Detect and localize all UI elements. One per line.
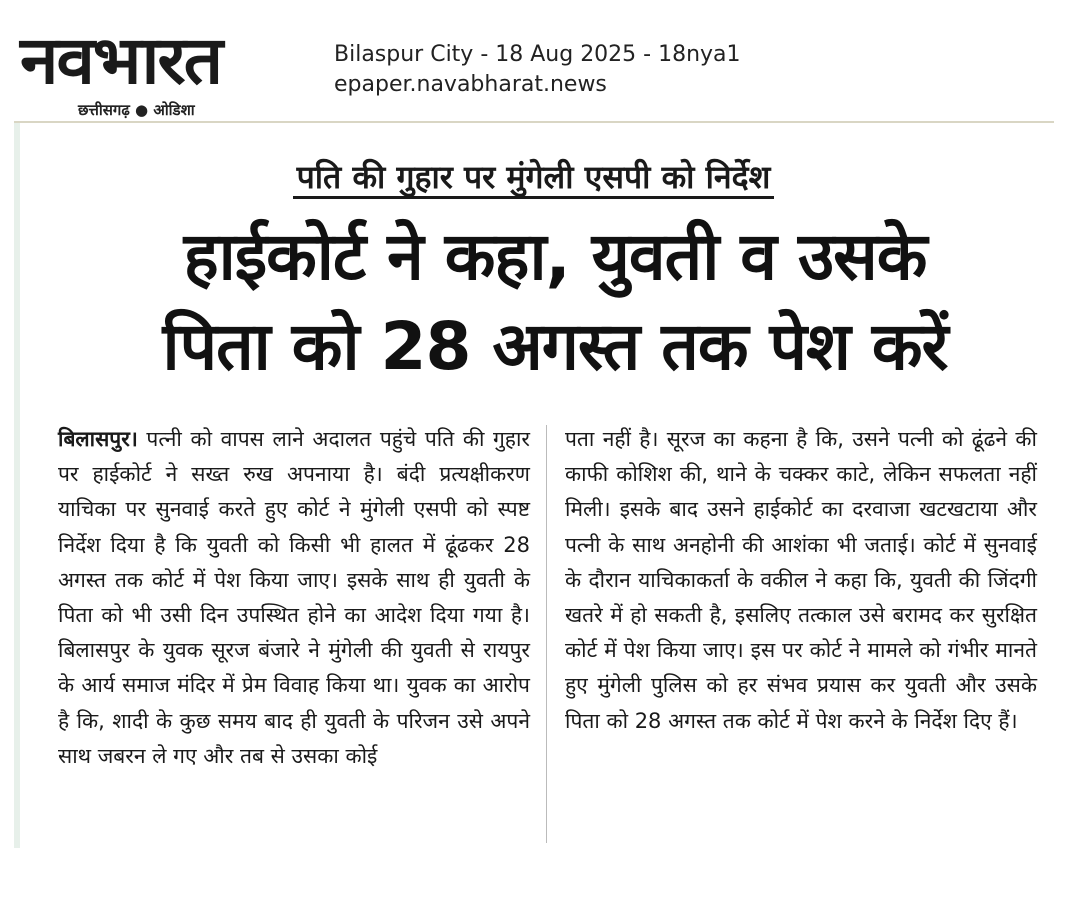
masthead — [14, 22, 314, 120]
logo-subtitle: छत्तीसगढ़ ● ओडिशा — [78, 101, 195, 119]
headline-line-1: हाईकोर्ट ने कहा, युवती व उसके — [183, 218, 927, 295]
headline-line-2: पिता को 28 अगस्त तक पेश करें — [162, 308, 948, 385]
website-link[interactable]: epaper.navabharat.news — [334, 72, 607, 97]
article-kicker — [0, 155, 1067, 198]
article-column-right — [565, 422, 1037, 739]
article-headline — [60, 212, 1050, 392]
edition-line: Bilaspur City - 18 Aug 2025 - 18nya1 — [334, 42, 741, 67]
kicker-text: पति की गुहार पर मुंगेली एसपी को निर्देश — [293, 158, 775, 199]
dateline: बिलासपुर। — [58, 427, 138, 451]
newspaper-logo: नवभारत — [20, 22, 222, 99]
column-divider — [546, 425, 547, 843]
header-divider — [14, 121, 1054, 123]
edition-info — [334, 40, 741, 100]
article-column-left — [58, 422, 530, 774]
left-margin-strip — [14, 123, 20, 848]
column-left-text: पत्नी को वापस लाने अदालत पहुंचे पति की गुहार पर हाईकोर्ट ने सख्त रुख अपनाया है। बंदी प्रत्यक्षीकरण याचिका पर सुनवाई करते हुए कोर्ट ने मुंगेली एसपी को स्पष्ट निर्देश दिया है कि युवती को किसी भी हालत में ढूंढकर 28 अगस्त तक कोर्ट में पेश किया जाए। इसके साथ ही युवती के पिता को भी उसी दिन उपस्थित होने का आदेश दिया गया है। बिलासपुर के युवक सूरज बंजारे ने मुंगेली की युवती से रायपुर के आर्य समाज मंदिर में प्रेम विवाह किया था। युवक का आरोप है कि, शादी के कुछ समय बाद ही युवती के परिजन उसे अपने साथ जबरन ले गए और तब से उसका कोई — [58, 427, 530, 768]
column-right-text: पता नहीं है। सूरज का कहना है कि, उसने पत्नी को ढूंढने की काफी कोशिश की, थाने के चक्कर काटे, लेकिन सफलता नहीं मिली। इसके बाद उसने हाईकोर्ट का दरवाजा खटखटाया और पत्नी के साथ अनहोनी की आशंका भी जताई। कोर्ट में सुनवाई के दौरान याचिकाकर्ता के वकील ने कहा कि, युवती की जिंदगी खतरे में हो सकती है, इसलिए तत्काल उसे बरामद कर सुरक्षित कोर्ट में पेश किया जाए। इस पर कोर्ट ने मामले को गंभीर मानते हुए मुंगेली पुलिस को हर संभव प्रयास कर युवती और उसके पिता को 28 अगस्त तक कोर्ट में पेश करने के निर्देश दिए हैं। — [565, 427, 1037, 733]
